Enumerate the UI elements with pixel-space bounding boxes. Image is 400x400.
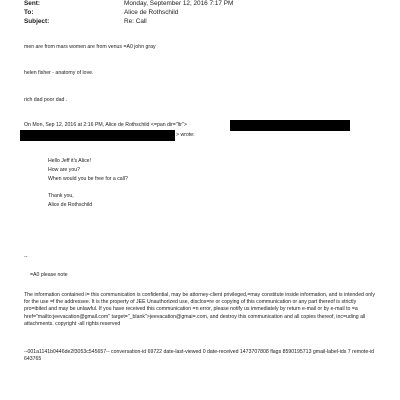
quote-intro-wrote: > wrote:: [176, 132, 195, 138]
quoted-line-3: When would you be free for a call?: [48, 176, 128, 182]
quoted-line-1: Hello Jeff it's Alice!: [48, 158, 91, 164]
sent-value: Monday, September 12, 2016 7:17 PM: [124, 0, 234, 7]
quoted-signature: Alice de Rothschild: [48, 202, 93, 208]
body-line-2: helen fisher - anatomy of love.: [24, 70, 94, 76]
body-line-3: rich dad poor dad .: [24, 97, 68, 103]
to-label: To:: [24, 9, 34, 16]
subject-value: Re: Call: [124, 18, 147, 25]
separator-dashes: --: [24, 254, 28, 260]
confidentiality-disclaimer: The information contained i= this communication is confidential, may be attorney-client privileged,=may constitute inside information, and is intended only for the use =f the addressee. It is the property of JEE Unauthorized use, disclos=re or copying of this communication or any part thereof is strictly pro=ibited and may be unlawful. If you have received this communication =n error, please notify us immediately by return e-mail or by e-mail to =a href="mailto:jeevacation@gmail.com" target="_blank">jeevacation@gmai=.com, and destroy this communication and all copies thereof, inc=uding all attachments. copyright -all rights reserved: [24, 292, 375, 327]
quoted-signoff: Thank you,: [48, 193, 74, 199]
redaction-email-2: [20, 130, 175, 141]
message-metadata-footer: --001a1141b0446de2f3053c545657-- conversation-id 69722 date-last-viewed 0 date-received 1473707808 flags 8590195713 gmail-label-ids 7 remote-id 643765: [24, 349, 375, 363]
to-value: Alice de Rothschild: [124, 9, 179, 16]
body-line-1: men are from mars women are from venus =A0 john gray: [24, 44, 156, 50]
subject-label: Subject:: [24, 18, 50, 25]
sent-label: Sent:: [24, 0, 40, 7]
note-line: =A0 please note: [30, 272, 68, 278]
quote-intro-text: On Mon, Sep 12, 2016 at 2:16 PM, Alice de Rothschild <=pan dir="ltr">: [24, 122, 187, 128]
quoted-line-2: How are you?: [48, 167, 81, 173]
redaction-email: [230, 120, 350, 131]
quote-intro-line: [24, 122, 187, 129]
